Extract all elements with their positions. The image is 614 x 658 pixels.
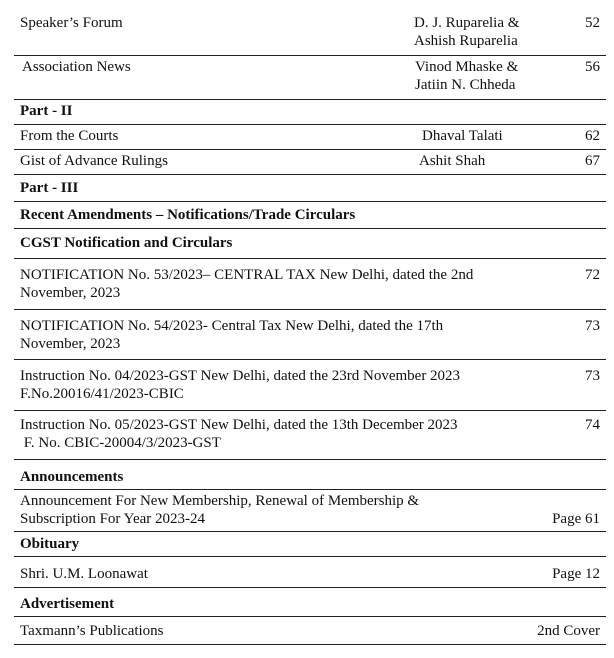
divider: [14, 124, 606, 125]
toc-row-announcement-membership: [14, 492, 606, 532]
toc-item-author: Ashish Ruparelia: [414, 33, 518, 49]
toc-item-title: Shri. U.M. Loonawat: [20, 566, 148, 582]
toc-item-title-line1: Instruction No. 04/2023-GST New Delhi, dated the 23rd November 2023: [20, 368, 461, 384]
toc-item-author: Ashit Shah: [419, 153, 486, 169]
divider: [14, 616, 606, 617]
divider: [14, 359, 606, 360]
section-heading: Advertisement: [20, 596, 115, 612]
toc-item-title-line2: Subscription For Year 2023-24: [20, 511, 206, 527]
toc-row-from-the-courts: [14, 127, 606, 147]
section-part-3: [14, 179, 606, 199]
section-heading: Part - II: [20, 103, 73, 119]
toc-item-title-line1: Instruction No. 05/2023-GST New Delhi, dated the 13th December 2023: [20, 417, 458, 433]
toc-row-gist-of-advance-rulings: [14, 152, 606, 172]
toc-item-title: Association News: [22, 59, 131, 75]
toc-row-instruction-05: [14, 416, 606, 456]
toc-item-author: D. J. Ruparelia &: [414, 15, 520, 31]
divider: [14, 459, 606, 460]
toc-item-page: 72: [585, 267, 600, 283]
divider: [14, 258, 606, 259]
toc-item-title-line2: November, 2023: [20, 285, 121, 301]
divider: [14, 99, 606, 100]
toc-item-page: 56: [585, 59, 600, 75]
toc-row-instruction-04: [14, 367, 606, 407]
toc-row-obituary: [14, 565, 606, 585]
toc-item-title-line1: NOTIFICATION No. 54/2023- Central Tax New Delhi, dated the 17th: [20, 318, 444, 334]
subsection-cgst: [14, 234, 606, 254]
divider: [14, 489, 606, 490]
section-announcements: [14, 468, 606, 488]
toc-item-title-line1: NOTIFICATION No. 53/2023– CENTRAL TAX New Delhi, dated the 2nd: [20, 267, 474, 283]
section-heading: Part - III: [20, 180, 79, 196]
toc-item-title-line1: Announcement For New Membership, Renewal of Membership &: [20, 493, 420, 509]
divider: [14, 201, 606, 202]
divider: [14, 644, 606, 645]
toc-item-author: Vinod Mhaske &: [415, 59, 519, 75]
toc-item-title-line2: F.No.20016/41/2023-CBIC: [20, 386, 184, 402]
toc-item-page: Page 12: [552, 566, 600, 582]
divider: [14, 587, 606, 588]
toc-item-title-line2: F. No. CBIC-20004/3/2023-GST: [20, 435, 221, 451]
divider: [14, 174, 606, 175]
toc-item-page: 74: [585, 417, 600, 433]
divider: [14, 55, 606, 56]
section-heading: Announcements: [20, 469, 124, 485]
toc-item-page: 73: [585, 318, 600, 334]
divider: [14, 228, 606, 229]
toc-item-title: Gist of Advance Rulings: [20, 153, 168, 169]
subsection-heading: Recent Amendments – Notifications/Trade Circulars: [20, 207, 356, 223]
toc-row-speakers-forum: [14, 14, 606, 54]
toc-item-author: Jatiin N. Chheda: [415, 77, 516, 93]
toc-item-title: Taxmann’s Publications: [20, 623, 164, 639]
section-part-2: [14, 102, 606, 122]
subsection-recent-amendments: [14, 206, 606, 226]
toc-item-page: 67: [585, 153, 600, 169]
toc-item-page: 2nd Cover: [537, 623, 600, 639]
toc-row-notification-54: [14, 317, 606, 357]
toc-item-author: Dhaval Talati: [422, 128, 503, 144]
section-advertisement: [14, 595, 606, 615]
toc-item-page: Page 61: [552, 511, 600, 527]
divider: [14, 531, 606, 532]
toc-item-page: 52: [585, 15, 600, 31]
section-obituary: [14, 535, 606, 555]
toc-item-title: From the Courts: [20, 128, 119, 144]
subsection-heading: CGST Notification and Circulars: [20, 235, 233, 251]
divider: [14, 309, 606, 310]
toc-item-title-line2: November, 2023: [20, 336, 121, 352]
toc-row-notification-53: [14, 266, 606, 306]
divider: [14, 410, 606, 411]
toc-row-advertisement: [14, 622, 606, 642]
toc-row-association-news: [14, 58, 606, 98]
section-heading: Obituary: [20, 536, 80, 552]
divider: [14, 556, 606, 557]
divider: [14, 149, 606, 150]
toc-item-page: 73: [585, 368, 600, 384]
toc-item-page: 62: [585, 128, 600, 144]
toc-item-title: Speaker’s Forum: [20, 15, 123, 31]
